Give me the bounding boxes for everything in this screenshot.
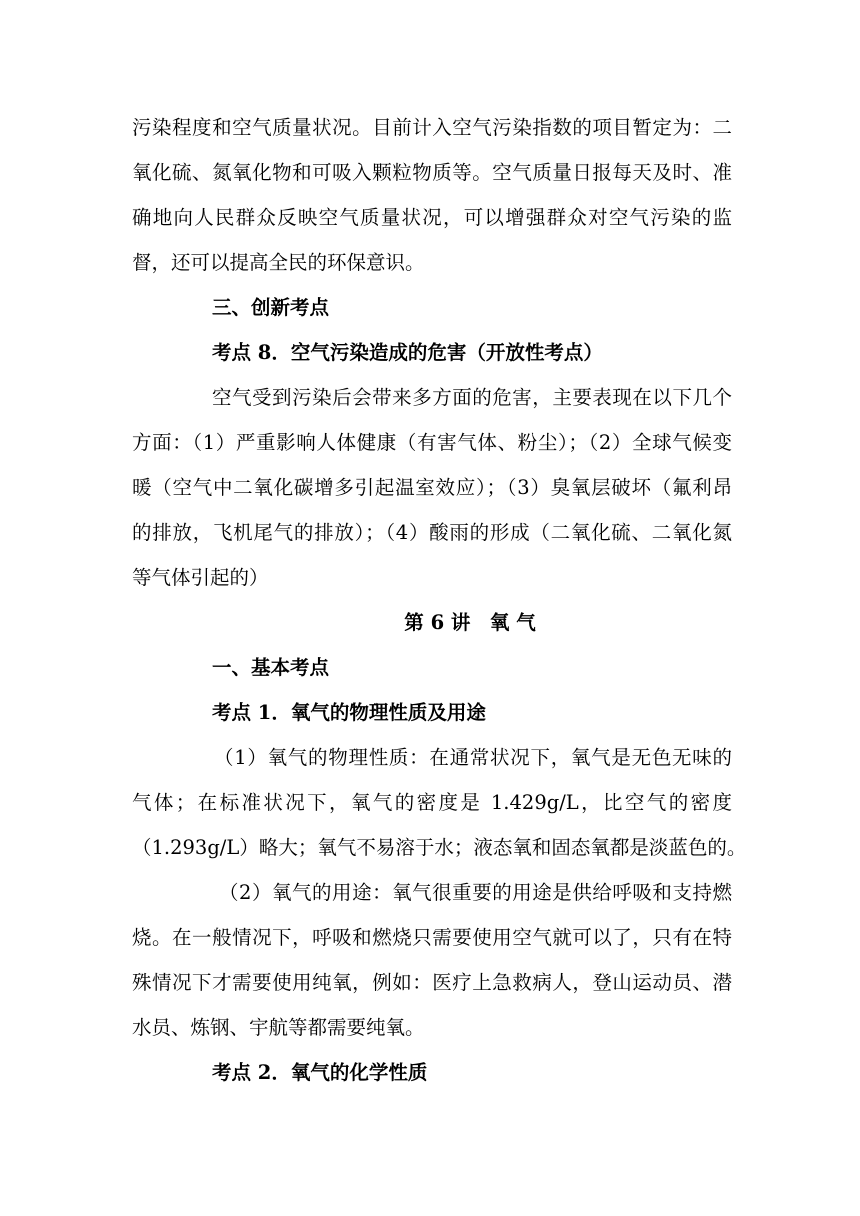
- paragraph-line: 水员、炼钢、宇航等都需要纯氧。: [132, 1016, 425, 1039]
- paragraph-line: （1）氧气的物理性质：在通常状况下，氧气是无色无味的: [214, 746, 732, 769]
- paragraph-line: （2）氧气的用途：氧气很重要的用途是供给呼吸和支持燃: [219, 881, 732, 904]
- key-point-heading: 考点 8．空气污染造成的危害（开放性考点）: [212, 341, 603, 364]
- paragraph-line: 督，还可以提高全民的环保意识。: [132, 251, 425, 274]
- paragraph-line: 氧化硫、氮氧化物和可吸入颗粒物质等。空气质量日报每天及时、准: [132, 161, 732, 184]
- paragraph-line: 确地向人民群众反映空气质量状况，可以增强群众对空气污染的监: [132, 206, 732, 229]
- section-heading: 一、基本考点: [212, 656, 330, 679]
- paragraph-line: （1.293g/L）略大；氧气不易溶于水；液态氧和固态氧都是淡蓝色的。: [132, 836, 747, 859]
- paragraph-line: 污染程度和空气质量状况。目前计入空气污染指数的项目暂定为：二: [132, 116, 732, 139]
- paragraph-line: 方面：（1）严重影响人体健康（有害气体、粉尘）；（2）全球气候变: [132, 431, 732, 454]
- paragraph-line: 烧。在一般情况下，呼吸和燃烧只需要使用空气就可以了，只有在特: [132, 926, 732, 949]
- paragraph-line: 暖（空气中二氧化碳增多引起温室效应）；（3）臭氧层破坏（氟利昂: [132, 476, 732, 499]
- paragraph-line: 气体；在标准状况下，氧气的密度是 1.429g/L，比空气的密度: [132, 791, 732, 814]
- key-point-heading: 考点 2．氧气的化学性质: [212, 1061, 428, 1084]
- paragraph-line: 的排放，飞机尾气的排放）；（4）酸雨的形成（二氧化硫、二氧化氮: [132, 521, 732, 544]
- paragraph-line: 等气体引起的）: [132, 566, 269, 589]
- paragraph-line: 空气受到污染后会带来多方面的危害，主要表现在以下几个: [212, 386, 732, 409]
- key-point-heading: 考点 1．氧气的物理性质及用途: [212, 701, 486, 724]
- section-heading: 三、创新考点: [212, 296, 330, 319]
- lecture-title: 第 6 讲 氧 气: [404, 611, 536, 634]
- paragraph-line: 殊情况下才需要使用纯氧，例如：医疗上急救病人，登山运动员、潜: [132, 971, 732, 994]
